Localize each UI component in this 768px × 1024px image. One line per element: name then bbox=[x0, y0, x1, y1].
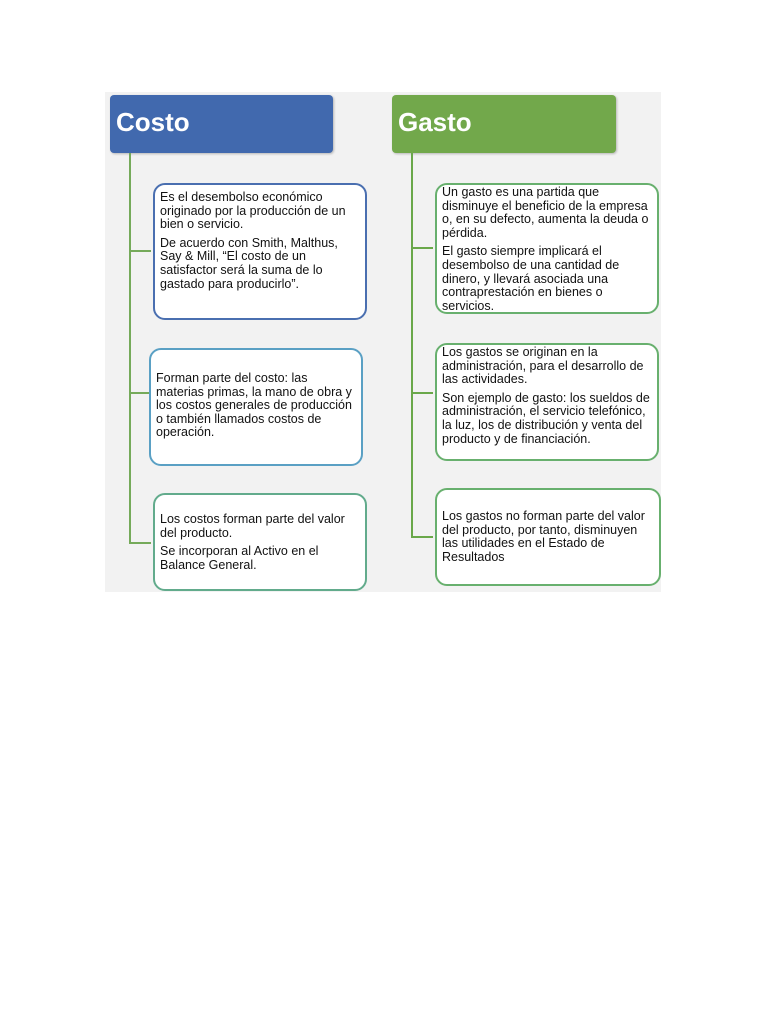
gasto-box-valor bbox=[435, 488, 661, 586]
costo-box-3-paragraph-1: Los costos forman parte del valor del producto. bbox=[160, 512, 345, 540]
gasto-box-3-paragraph-1: Los gastos no forman parte del valor del producto, por tanto, disminuyen las utilidades en el Estado de Resultados bbox=[442, 509, 645, 564]
gasto-connector-1 bbox=[411, 247, 433, 249]
costo-box-1-paragraph-1: Es el desembolso económico originado por la producción de un bien o servicio. bbox=[160, 190, 346, 232]
costo-box-1-paragraph-2: De acuerdo con Smith, Malthus, Say & Mill, “El costo de un satisfactor será la suma de lo gastado para producirlo”. bbox=[160, 235, 338, 291]
costo-box-2-paragraph-1: Forman parte del costo: las materias primas, la mano de obra y los costos generales de producción o también llamados costos de operación. bbox=[156, 371, 352, 440]
gasto-box-definition bbox=[435, 183, 659, 314]
gasto-box-1-paragraph-2: El gasto siempre implicará el desembolso de una cantidad de dinero, y llevará asociada una contraprestación en bienes o servicios. bbox=[442, 244, 620, 313]
gasto-box-origen bbox=[435, 343, 659, 461]
costo-connector-line bbox=[129, 153, 131, 544]
costo-connector-1 bbox=[129, 250, 151, 252]
gasto-title: Gasto bbox=[398, 107, 472, 137]
costo-box-valor bbox=[153, 493, 367, 591]
costo-box-3-paragraph-2: Se incorporan al Activo en el Balance General. bbox=[160, 544, 319, 572]
costo-header bbox=[110, 95, 333, 153]
gasto-connector-line bbox=[411, 153, 413, 538]
gasto-connector-3 bbox=[411, 536, 433, 538]
costo-connector-3 bbox=[129, 542, 151, 544]
gasto-box-2-paragraph-1: Los gastos se originan en la administración, para el desarrollo de las actividades. bbox=[442, 345, 644, 387]
gasto-box-2-paragraph-2: Son ejemplo de gasto: los sueldos de administración, el servicio telefónico, la luz, los de distribución y venta del producto y de financiación. bbox=[442, 390, 650, 446]
gasto-box-1-paragraph-1: Un gasto es una partida que disminuye el beneficio de la empresa o, en su defecto, aumenta la deuda o pérdida. bbox=[442, 185, 649, 240]
costo-box-components bbox=[149, 348, 363, 466]
costo-title: Costo bbox=[116, 107, 190, 137]
costo-gasto-diagram bbox=[105, 92, 661, 592]
costo-connector-2 bbox=[129, 392, 151, 394]
gasto-header bbox=[392, 95, 616, 153]
costo-box-definition bbox=[153, 183, 367, 320]
gasto-connector-2 bbox=[411, 392, 433, 394]
